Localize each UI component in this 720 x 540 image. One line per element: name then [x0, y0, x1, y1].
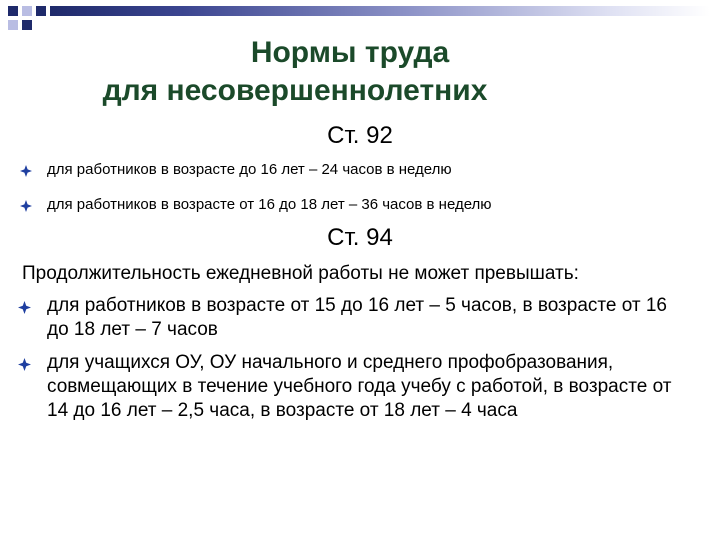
section-92-list — [20, 160, 710, 230]
list-item-text: для учащихся ОУ, ОУ начального и среднего профобразования, совмещающих в течение учебного года учебу с работой, в возрасте от 14 до 16 лет – 2,5 часа, в возрасте от 18 лет – 4 часа — [47, 352, 672, 421]
section-94-intro: Продолжительность ежедневной работы не может превышать: — [22, 263, 579, 284]
section-heading-92: Ст. 92 — [327, 122, 393, 149]
decorative-squares — [0, 0, 720, 34]
list-item-text: для работников в возрасте от 15 до 16 лет – 5 часов, в возрасте от 16 до 18 лет – 7 часов — [47, 295, 667, 340]
section-94-list — [18, 294, 678, 432]
decor-square — [8, 20, 18, 30]
decor-square — [22, 6, 32, 16]
list-item — [20, 195, 710, 215]
slide-title — [20, 34, 720, 110]
decor-square — [36, 6, 46, 16]
title-line-1: Нормы труда — [250, 36, 450, 69]
decor-square — [8, 6, 18, 16]
list-item — [18, 351, 678, 423]
decor-stripe — [50, 6, 710, 16]
section-heading-94: Ст. 94 — [327, 224, 393, 251]
title-line-2: для несовершеннолетних — [102, 74, 488, 107]
diamond-bullet-icon — [20, 200, 32, 212]
decor-square — [22, 20, 32, 30]
diamond-bullet-icon — [20, 165, 32, 177]
diamond-bullet-icon — [18, 301, 31, 314]
list-item-text: для работников в возрасте от 16 до 18 лет – 36 часов в неделю — [47, 196, 492, 213]
list-item-text: для работников в возрасте до 16 лет – 24 часов в неделю — [47, 161, 452, 178]
diamond-bullet-icon — [18, 358, 31, 371]
list-item — [20, 160, 710, 180]
list-item — [18, 294, 678, 342]
